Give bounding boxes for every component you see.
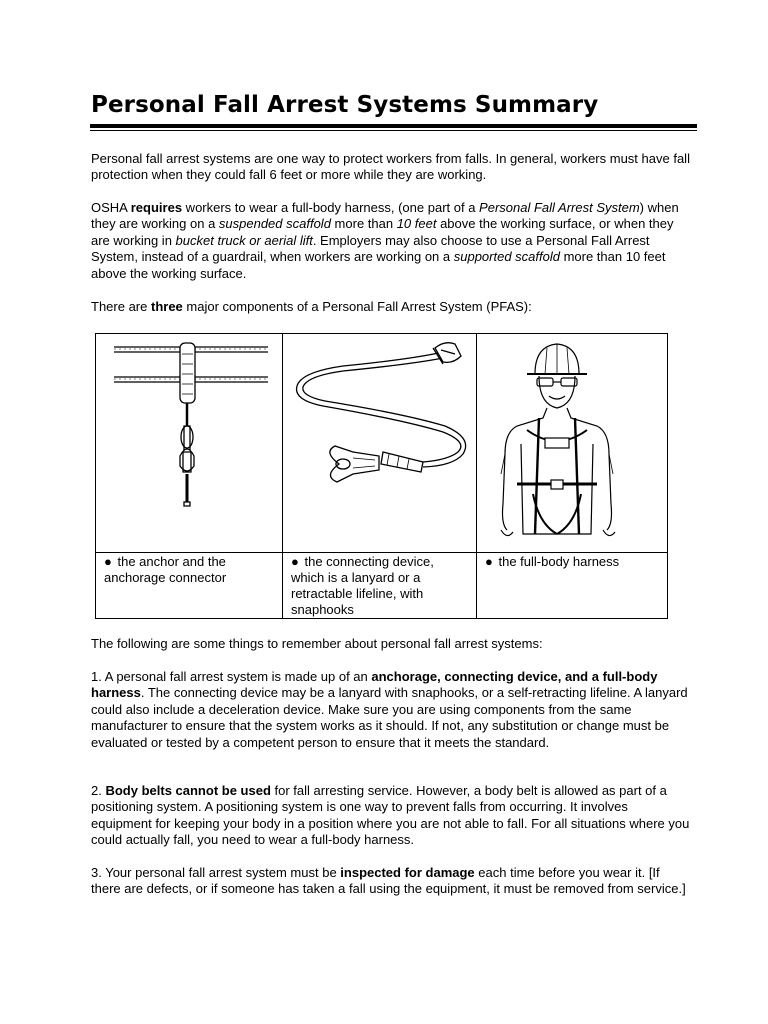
- emphasis-supported-scaffold: supported scaffold: [453, 249, 560, 265]
- components-intro-paragraph: [91, 299, 691, 315]
- emphasis-body-belts: Body belts cannot be used: [105, 783, 271, 798]
- text-run: There are: [91, 299, 151, 314]
- text-run: more than: [330, 216, 397, 232]
- emphasis-bucket-truck: bucket truck or aerial lift: [175, 232, 313, 248]
- list-item-1: [91, 669, 691, 751]
- caption-text: the anchor and the anchorage connector: [104, 554, 227, 585]
- caption-text: the connecting device, which is a lanyard or a retractable lifeline, with snaphooks: [291, 554, 434, 617]
- text-run: workers to wear a full-body harness, (one part of a: [182, 200, 480, 215]
- component-caption-connecting-device: [283, 553, 477, 619]
- component-caption-anchor: [96, 553, 283, 619]
- emphasis-suspended-scaffold: suspended scaffold: [218, 216, 331, 232]
- text-run: ) when they are working on a: [91, 200, 679, 232]
- intro-paragraph: Personal fall arrest systems are one way to protect workers from falls. In general, workers must have fall protection when they could fall 6 feet or more while they are working.: [91, 151, 690, 183]
- text-run: each time before you wear it. [If there are defects, or if someone has taken a fall using the equipment, it must be removed from service.]: [91, 865, 686, 897]
- harness-image-cell: [477, 334, 668, 553]
- emphasis-pfas: Personal Fall Arrest System: [479, 200, 640, 215]
- text-run: for fall arresting service. However, a body belt is allowed as part of a positioning system. A positioning system is one way to prevent falls from occurring. It involves equipment for keeping your body in a position where you are not able to fall. For all situations where you could actually fall, you need to wear a full-body harness.: [91, 783, 690, 848]
- page-title: Personal Fall Arrest Systems Summary: [91, 92, 599, 118]
- bullet-icon: ●: [291, 554, 299, 569]
- bullet-icon: ●: [485, 554, 493, 569]
- item-number: 2.: [91, 783, 106, 798]
- lanyard-illustration: [283, 334, 477, 552]
- components-table: [95, 333, 668, 619]
- list-item-3: [91, 865, 691, 898]
- item-number: 1.: [91, 669, 105, 684]
- anchor-connector-illustration: [96, 334, 283, 552]
- text-run: . The connecting device may be a lanyard with snaphooks, or a self-retracting lifeline. A lanyard could also include a deceleration device. Make sure you are using components from the same manufacturer to ensure that the system works as it should. If not, any substitution or change must be evaluated or tested by a competent person to ensure that it meets the standard.: [91, 685, 688, 750]
- title-underline-thick: [90, 124, 697, 128]
- caption-text: the full-body harness: [498, 554, 620, 569]
- anchor-image-cell: [96, 334, 283, 553]
- item-number: 3.: [91, 865, 106, 880]
- text-run: A personal fall arrest system is made up of an: [104, 669, 372, 684]
- text-run: major components of a Personal Fall Arrest System (PFAS):: [182, 299, 532, 314]
- osha-requirement-paragraph: [91, 200, 691, 282]
- emphasis-three: three: [150, 299, 183, 314]
- component-caption-harness: [477, 553, 668, 619]
- text-run: more than 10 feet above the working surface.: [91, 249, 666, 281]
- remember-intro-paragraph: The following are some things to remember about personal fall arrest systems:: [91, 636, 543, 651]
- lanyard-image-cell: [283, 334, 477, 553]
- emphasis-components: anchorage, connecting device, and a full-body harness: [91, 669, 658, 701]
- text-run: above the working surface, or when they are working in: [91, 216, 674, 248]
- emphasis-inspected: inspected for damage: [340, 865, 475, 880]
- text-run: Your personal fall arrest system must be: [105, 865, 341, 880]
- emphasis-requires: requires: [130, 200, 183, 215]
- bullet-icon: ●: [104, 554, 112, 569]
- emphasis-10-feet: 10 feet: [396, 216, 437, 232]
- text-run: . Employers may also choose to use a Personal Fall Arrest System, instead of a guardrail, when workers are working on a: [91, 232, 650, 265]
- list-item-2: [91, 783, 691, 849]
- harness-worker-illustration: [477, 334, 668, 552]
- title-underline-thin: [90, 130, 697, 131]
- text-run: OSHA: [91, 200, 131, 215]
